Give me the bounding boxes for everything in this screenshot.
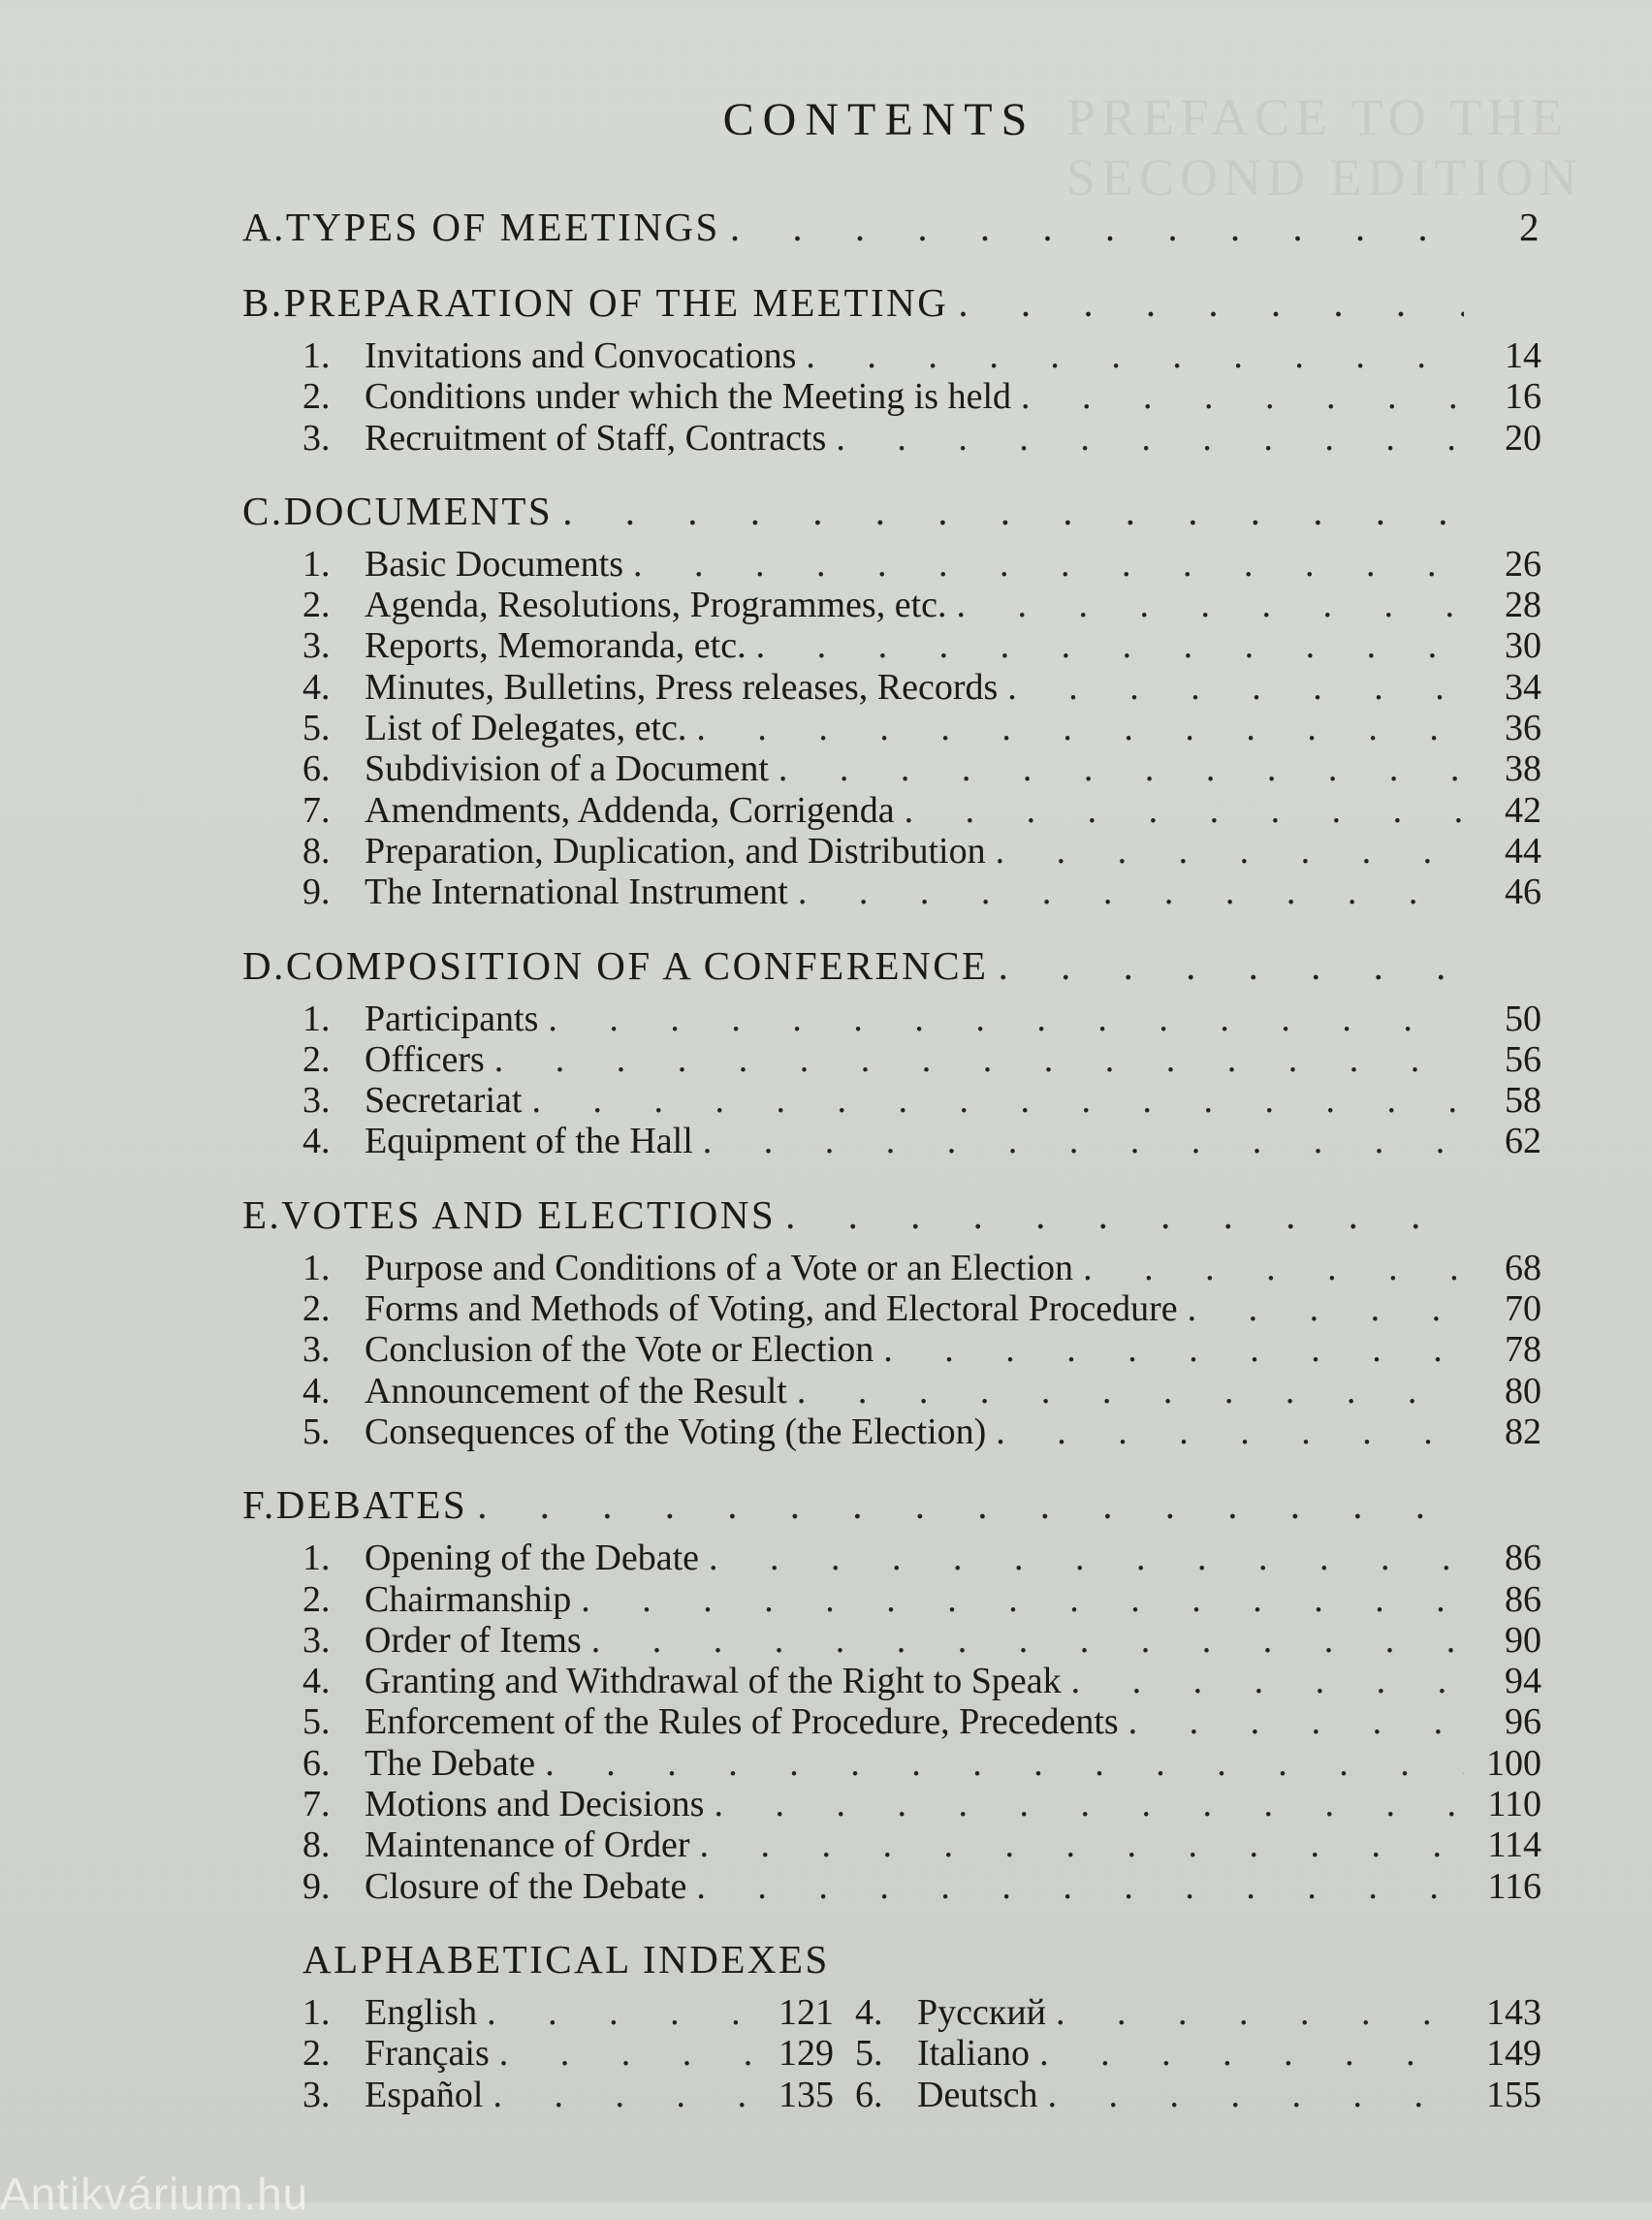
entry-page-number: 46 [1505, 872, 1541, 913]
entry-page-number: 62 [1505, 1121, 1541, 1162]
toc-entry[interactable] [242, 1371, 1541, 1411]
dot-leader [696, 1866, 1464, 1907]
dot-leader [703, 1121, 1464, 1161]
dot-leader [1039, 2033, 1464, 2074]
dot-leader [633, 544, 1464, 585]
toc-section [242, 279, 1541, 459]
entry-page-number: 121 [778, 1991, 834, 2033]
entry-page-number: 155 [1486, 2074, 1541, 2115]
toc-entry[interactable] [834, 2075, 1541, 2115]
entry-title: Enforcement of the Rules of Procedure, Precedents [365, 1701, 1119, 1743]
indexes-left-column [242, 1992, 834, 2115]
entry-title: Invitations and Convocations [365, 335, 797, 376]
entry-page-number: 94 [1505, 1661, 1541, 1702]
toc-entry-row [242, 1039, 1541, 1080]
dot-leader [999, 942, 1464, 989]
toc-entry[interactable] [242, 831, 1541, 872]
toc-entry-row [242, 1866, 1541, 1907]
entry-page-number: 56 [1505, 1038, 1541, 1080]
entry-title: English [365, 1991, 478, 2033]
table-of-contents [242, 204, 1541, 2115]
toc-entry[interactable] [242, 999, 1541, 1039]
entry-page-number: 30 [1505, 625, 1541, 667]
entry-title: Minutes, Bulletins, Press releases, Records [365, 666, 999, 708]
toc-entry-row [242, 831, 1541, 872]
entry-number: 2. [302, 376, 331, 418]
entry-number: 7. [302, 789, 331, 831]
dot-leader [591, 1620, 1464, 1661]
entry-page-number: 110 [1487, 1784, 1541, 1825]
dot-leader [492, 2075, 756, 2115]
toc-entry-row [242, 999, 1541, 1039]
toc-entry[interactable] [242, 1661, 1541, 1701]
entry-number: 6. [855, 2074, 883, 2115]
entry-page-number: 70 [1505, 1288, 1541, 1330]
entry-number: 6. [302, 748, 331, 790]
toc-entry-row [242, 1248, 1541, 1288]
toc-entry[interactable] [242, 1329, 1541, 1370]
entry-page-number: 16 [1505, 376, 1541, 418]
dot-leader [1083, 1248, 1464, 1288]
toc-entry-row [242, 625, 1541, 666]
entry-title: Русский [917, 1991, 1046, 2033]
toc-entry-row [834, 1992, 1541, 2033]
dot-leader [709, 1538, 1464, 1578]
entry-number: 3. [302, 417, 331, 459]
entry-page-number: 100 [1486, 1742, 1541, 1784]
section-heading-row [242, 1481, 1541, 1528]
toc-entry-row [242, 376, 1541, 417]
dot-leader [785, 1191, 1464, 1238]
toc-entry[interactable] [242, 1080, 1541, 1121]
toc-entry[interactable] [242, 2075, 834, 2115]
section-title: COMPOSITION OF A CONFERENCE [285, 942, 989, 988]
entry-number: 4. [302, 1370, 331, 1411]
entry-title: Secretariat [365, 1080, 523, 1122]
dot-leader [487, 1992, 756, 2033]
entry-number: 3. [302, 625, 331, 667]
toc-entry[interactable] [242, 376, 1541, 417]
entry-page-number: 80 [1505, 1370, 1541, 1411]
section-gap [242, 1907, 1541, 1936]
entry-title: Deutsch [917, 2074, 1038, 2115]
toc-entry-row [242, 2033, 834, 2074]
entry-page-number: 96 [1505, 1701, 1541, 1743]
toc-entry[interactable] [242, 1288, 1541, 1329]
dot-leader [714, 1784, 1464, 1824]
toc-entry[interactable] [242, 1784, 1541, 1824]
section-letter: E. [242, 1191, 282, 1237]
entry-page-number: 86 [1505, 1538, 1541, 1579]
entry-title: Conditions under which the Meeting is held [365, 376, 1012, 418]
toc-entry[interactable] [242, 2033, 834, 2074]
dot-leader [836, 418, 1464, 459]
dot-leader [545, 1743, 1464, 1784]
toc-entry[interactable] [242, 748, 1541, 789]
entry-number: 2. [302, 2033, 331, 2075]
entry-page-number: 20 [1505, 417, 1541, 459]
entry-number: 4. [302, 1661, 331, 1702]
entry-number: 4. [302, 1121, 331, 1162]
toc-entry-row [834, 2033, 1541, 2074]
section-letter: F. [242, 1482, 276, 1528]
toc-entry-row [242, 667, 1541, 708]
entry-page-number: 90 [1505, 1619, 1541, 1661]
toc-entry[interactable] [242, 418, 1541, 459]
entry-number: 4. [855, 1991, 883, 2033]
entry-number: 2. [302, 585, 331, 626]
toc-entry-row [242, 1743, 1541, 1784]
toc-entry-row [242, 1620, 1541, 1661]
entry-number: 9. [302, 1865, 331, 1907]
dot-leader [494, 1039, 1464, 1080]
section-heading[interactable] [242, 942, 1541, 999]
section-title: DEBATES [275, 1482, 468, 1528]
entry-title: Granting and Withdrawal of the Right to Speak [365, 1661, 1062, 1702]
entry-number: 7. [302, 1784, 331, 1825]
entry-title: Order of Items [365, 1619, 582, 1661]
toc-entry-row [242, 1080, 1541, 1121]
toc-entry[interactable] [834, 2033, 1541, 2074]
dot-leader [957, 585, 1464, 625]
entry-title: Français [365, 2033, 490, 2075]
dot-leader [797, 1371, 1464, 1411]
section-letter: C. [242, 488, 284, 533]
section-gap [242, 913, 1541, 942]
dot-leader [883, 1329, 1464, 1370]
toc-entry[interactable] [242, 708, 1541, 748]
dot-leader [996, 831, 1464, 872]
entry-page-number: 86 [1505, 1578, 1541, 1620]
dot-leader [778, 748, 1464, 789]
section-gap [242, 459, 1541, 488]
toc-entry-row [242, 1411, 1541, 1452]
entry-title: Español [365, 2074, 484, 2115]
toc-section [242, 1191, 1541, 1452]
toc-entry[interactable] [242, 1248, 1541, 1288]
toc-entry-row [242, 1784, 1541, 1824]
entry-page-number: 149 [1486, 2033, 1541, 2075]
dot-leader [1048, 2075, 1464, 2115]
section-heading[interactable] [242, 279, 1541, 335]
toc-entry[interactable] [242, 1538, 1541, 1578]
dot-leader [958, 279, 1464, 326]
section-heading[interactable] [242, 1191, 1541, 1248]
section-gap [242, 1162, 1541, 1191]
toc-entry[interactable] [242, 1992, 834, 2033]
dot-leader [1007, 667, 1464, 708]
entry-title: Motions and Decisions [365, 1784, 705, 1825]
entry-page-number: 58 [1505, 1080, 1541, 1122]
toc-entry-row [242, 1538, 1541, 1578]
entry-number: 1. [302, 335, 331, 376]
dot-leader [756, 625, 1464, 666]
section-heading-row [242, 1191, 1541, 1238]
toc-entry[interactable] [242, 1039, 1541, 1080]
section-title: DOCUMENTS [283, 488, 554, 533]
indexes-grid [242, 1992, 1541, 2115]
entry-title: Preparation, Duplication, and Distribution [365, 830, 986, 872]
entry-number: 4. [302, 666, 331, 708]
entry-number: 5. [302, 708, 331, 749]
entry-number: 1. [302, 1991, 331, 2033]
entry-number: 6. [302, 1742, 331, 1784]
toc-entry[interactable] [242, 667, 1541, 708]
entry-title: Opening of the Debate [365, 1538, 700, 1579]
entry-page-number: 143 [1486, 1991, 1541, 2033]
entry-title: Reports, Memoranda, etc. [365, 625, 747, 667]
entry-page-number: 26 [1505, 543, 1541, 585]
entry-title: List of Delegates, etc. [365, 708, 687, 749]
dot-leader [477, 1481, 1464, 1528]
section-title: VOTES AND ELECTIONS [281, 1191, 777, 1237]
toc-entry[interactable] [242, 1579, 1541, 1620]
entry-number: 2. [302, 1578, 331, 1620]
entry-page-number: 135 [778, 2074, 834, 2115]
entry-number: 3. [302, 1329, 331, 1371]
dot-leader [548, 999, 1464, 1039]
entry-title: Agenda, Resolutions, Programmes, etc. [365, 585, 947, 626]
toc-entry-row [242, 1329, 1541, 1370]
section-heading[interactable] [242, 204, 1541, 260]
section-heading-row [242, 279, 1541, 326]
entry-page-number: 28 [1505, 585, 1541, 626]
entry-page-number: 114 [1487, 1824, 1541, 1866]
toc-entry-row [242, 1288, 1541, 1329]
section-heading[interactable] [242, 1481, 1541, 1538]
entry-number: 5. [302, 1411, 331, 1452]
entry-title: Italiano [917, 2033, 1031, 2075]
toc-section [242, 1481, 1541, 1907]
dot-leader [806, 335, 1464, 376]
entry-title: Basic Documents [365, 543, 624, 585]
entry-title: Forms and Methods of Voting, and Electoral Procedure [365, 1288, 1178, 1330]
toc-entry[interactable] [242, 1866, 1541, 1907]
section-gap [242, 1452, 1541, 1481]
toc-entry[interactable] [242, 790, 1541, 831]
toc-entry[interactable] [242, 1620, 1541, 1661]
dot-leader [1128, 1701, 1464, 1742]
entry-title: Maintenance of Order [365, 1824, 690, 1866]
section-letter: D. [242, 942, 286, 988]
toc-entry-row [242, 1992, 834, 2033]
toc-entry[interactable] [834, 1992, 1541, 2033]
entry-page-number: 34 [1505, 666, 1541, 708]
toc-entry-row [242, 790, 1541, 831]
toc-entry[interactable] [242, 1121, 1541, 1161]
dot-leader [696, 708, 1464, 748]
entry-number: 3. [302, 1080, 331, 1122]
section-heading-row [242, 488, 1541, 534]
toc-entry-row [242, 1661, 1541, 1701]
entry-title: Announcement of the Result [365, 1370, 787, 1411]
dot-leader [531, 1080, 1464, 1121]
entry-number: 3. [302, 1619, 331, 1661]
alphabetical-indexes [242, 1936, 1541, 2115]
section-heading[interactable] [242, 488, 1541, 544]
toc-entry-row [242, 1579, 1541, 1620]
dot-leader [499, 2033, 756, 2074]
page-title: CONTENTS [722, 94, 1036, 145]
toc-entry[interactable] [242, 872, 1541, 912]
toc-entry-row [242, 1701, 1541, 1742]
dot-leader [1071, 1661, 1464, 1701]
entry-page-number: 50 [1505, 998, 1541, 1039]
toc-section [242, 942, 1541, 1162]
section-gap [242, 260, 1541, 279]
indexes-heading: ALPHABETICAL INDEXES [302, 1936, 830, 1982]
toc-entry[interactable] [242, 335, 1541, 376]
toc-entry[interactable] [242, 544, 1541, 585]
toc-entry-row [242, 872, 1541, 912]
toc-entry-row [242, 1121, 1541, 1161]
entry-title: Amendments, Addenda, Corrigenda [365, 789, 895, 831]
indexes-right-column [834, 1992, 1541, 2115]
entry-page-number: 38 [1505, 748, 1541, 790]
entry-title: Chairmanship [365, 1578, 572, 1620]
entry-title: The Debate [365, 1742, 536, 1784]
toc-entry-row [242, 585, 1541, 625]
entry-page-number: 78 [1505, 1329, 1541, 1371]
entry-number: 2. [302, 1038, 331, 1080]
toc-entry-row [242, 748, 1541, 789]
dot-leader [1021, 376, 1464, 417]
entry-page-number: 14 [1505, 335, 1541, 376]
entry-number: 1. [302, 1247, 331, 1288]
toc-entry[interactable] [242, 1824, 1541, 1865]
entry-page-number: 36 [1505, 708, 1541, 749]
entry-page-number: 68 [1505, 1247, 1541, 1288]
dot-leader [1188, 1288, 1464, 1329]
show-through-heading: PREFACE TO THE SECOND EDITION [1066, 88, 1583, 206]
section-title: TYPES OF MEETINGS [285, 205, 720, 249]
entry-title: The International Instrument [365, 872, 788, 913]
entry-number: 5. [302, 1701, 331, 1743]
entry-number: 1. [302, 998, 331, 1039]
entry-number: 1. [302, 543, 331, 585]
section-heading-row [242, 204, 1541, 250]
toc-entry-row [242, 2075, 834, 2115]
entry-title: Officers [365, 1038, 485, 1080]
entry-title: Purpose and Conditions of a Vote or an Election [365, 1247, 1074, 1288]
dot-leader [581, 1579, 1464, 1620]
toc-entry[interactable] [242, 625, 1541, 666]
dot-leader [798, 872, 1464, 912]
entry-number: 3. [302, 2074, 331, 2115]
entry-title: Equipment of the Hall [365, 1121, 693, 1162]
section-page-number: 2 [1519, 205, 1541, 249]
entry-number: 9. [302, 872, 331, 913]
section-letter: B. [242, 280, 284, 325]
toc-entry[interactable] [242, 1411, 1541, 1452]
entry-page-number: 129 [778, 2033, 834, 2075]
section-title: PREPARATION OF THE MEETING [283, 280, 949, 325]
entry-title: Consequences of the Voting (the Election) [365, 1411, 987, 1452]
toc-section [242, 204, 1541, 260]
dot-leader [996, 1411, 1464, 1452]
toc-entry-row [242, 1371, 1541, 1411]
toc-section [242, 488, 1541, 913]
toc-entry-row [242, 335, 1541, 376]
toc-entry-row [834, 2075, 1541, 2115]
entry-page-number: 82 [1505, 1411, 1541, 1452]
watermark: Antikvárium.hu [0, 2169, 309, 2219]
entry-number: 8. [302, 1824, 331, 1866]
entry-title: Recruitment of Staff, Contracts [365, 417, 827, 459]
toc-entry-row [242, 544, 1541, 585]
dot-leader [700, 1824, 1464, 1865]
entry-title: Subdivision of a Document [365, 748, 769, 790]
dot-leader [730, 204, 1464, 250]
toc-entry[interactable] [242, 585, 1541, 625]
entry-page-number: 116 [1487, 1865, 1541, 1907]
dot-leader [905, 790, 1464, 831]
entry-page-number: 44 [1505, 830, 1541, 872]
entry-number: 8. [302, 830, 331, 872]
entry-title: Conclusion of the Vote or Election [365, 1329, 874, 1371]
entry-title: Closure of the Debate [365, 1865, 687, 1907]
section-heading-row [242, 942, 1541, 989]
dot-leader [1056, 1992, 1464, 2033]
dot-leader [562, 488, 1464, 534]
toc-entry-row [242, 708, 1541, 748]
entry-number: 1. [302, 1538, 331, 1579]
entry-page-number: 42 [1505, 789, 1541, 831]
entry-number: 2. [302, 1288, 331, 1330]
section-letter: A. [242, 205, 286, 249]
toc-entry[interactable] [242, 1743, 1541, 1784]
toc-entry-row [242, 418, 1541, 459]
entry-number: 5. [855, 2033, 883, 2075]
toc-entry-row [242, 1824, 1541, 1865]
entry-title: Participants [365, 998, 539, 1039]
toc-entry[interactable] [242, 1701, 1541, 1742]
